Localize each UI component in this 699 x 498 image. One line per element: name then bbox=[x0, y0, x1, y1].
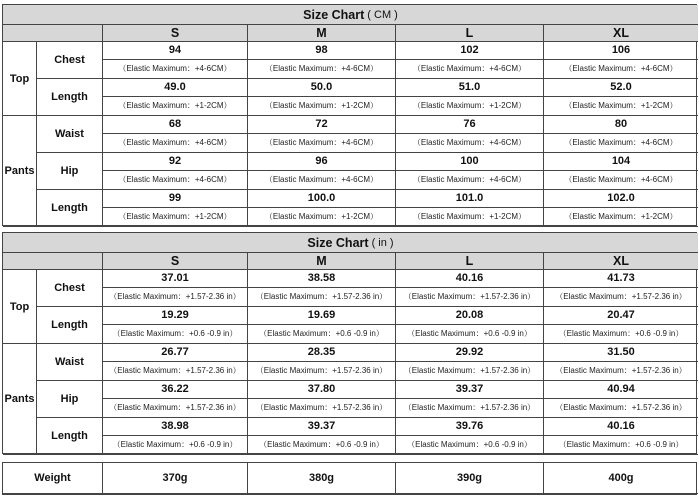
measure-value: 38.58 bbox=[248, 270, 396, 288]
measure-value: 104 bbox=[544, 153, 698, 171]
chart-unit: ( in ) bbox=[371, 236, 394, 249]
elastic-note: （Elastic Maximum：+1-2CM） bbox=[396, 97, 544, 117]
elastic-note: （Elastic Maximum：+4-6CM） bbox=[103, 60, 248, 80]
elastic-note: （Elastic Maximum：+4-6CM） bbox=[544, 134, 698, 154]
elastic-note: （Elastic Maximum：+1.57-2.36 in） bbox=[103, 288, 248, 308]
measure-value: 19.69 bbox=[248, 307, 396, 325]
measure-value: 106 bbox=[544, 42, 698, 60]
chart-unit: ( CM ) bbox=[367, 8, 398, 21]
elastic-note: （Elastic Maximum：+1-2CM） bbox=[544, 97, 698, 117]
measure-value: 100 bbox=[396, 153, 544, 171]
size-header-xl: XL bbox=[544, 25, 698, 42]
elastic-note: （Elastic Maximum：+0.6 -0.9 in） bbox=[248, 325, 396, 345]
measure-value: 100.0 bbox=[248, 190, 396, 208]
row-label-waist: Waist bbox=[37, 344, 103, 381]
measure-value: 72 bbox=[248, 116, 396, 134]
measure-value: 37.01 bbox=[103, 270, 248, 288]
measure-value: 20.47 bbox=[544, 307, 698, 325]
elastic-note: （Elastic Maximum：+1.57-2.36 in） bbox=[103, 399, 248, 419]
elastic-note: （Elastic Maximum：+0.6 -0.9 in） bbox=[396, 436, 544, 456]
elastic-note: （Elastic Maximum：+1-2CM） bbox=[396, 208, 544, 228]
group-label-pants: Pants bbox=[3, 344, 37, 455]
measure-value: 29.92 bbox=[396, 344, 544, 362]
size-header-m: M bbox=[248, 253, 396, 270]
elastic-note: （Elastic Maximum：+1-2CM） bbox=[544, 208, 698, 228]
measure-value: 39.37 bbox=[396, 381, 544, 399]
header-blank bbox=[3, 253, 103, 270]
size-header-xl: XL bbox=[544, 253, 698, 270]
row-label-waist: Waist bbox=[37, 116, 103, 153]
elastic-note: （Elastic Maximum：+1.57-2.36 in） bbox=[544, 288, 698, 308]
elastic-note: （Elastic Maximum：+1.57-2.36 in） bbox=[544, 399, 698, 419]
row-label-length: Length bbox=[37, 418, 103, 455]
measure-value: 19.29 bbox=[103, 307, 248, 325]
measure-value: 76 bbox=[396, 116, 544, 134]
chart-title bbox=[3, 5, 698, 25]
size-header-l: L bbox=[396, 253, 544, 270]
measure-value: 50.0 bbox=[248, 79, 396, 97]
chart-title bbox=[3, 233, 698, 253]
elastic-note: （Elastic Maximum：+1.57-2.36 in） bbox=[544, 362, 698, 382]
measure-value: 94 bbox=[103, 42, 248, 60]
measure-value: 92 bbox=[103, 153, 248, 171]
elastic-note: （Elastic Maximum：+1.57-2.36 in） bbox=[103, 362, 248, 382]
size-chart-table bbox=[2, 4, 697, 226]
elastic-note: （Elastic Maximum：+4-6CM） bbox=[544, 60, 698, 80]
elastic-note: （Elastic Maximum：+0.6 -0.9 in） bbox=[396, 325, 544, 345]
weight-value: 370g bbox=[103, 463, 248, 494]
measure-value: 36.22 bbox=[103, 381, 248, 399]
weight-label: Weight bbox=[3, 463, 103, 494]
weight-value: 390g bbox=[396, 463, 544, 494]
measure-value: 99 bbox=[103, 190, 248, 208]
elastic-note: （Elastic Maximum：+4-6CM） bbox=[248, 171, 396, 191]
measure-value: 102.0 bbox=[544, 190, 698, 208]
elastic-note: （Elastic Maximum：+1.57-2.36 in） bbox=[248, 399, 396, 419]
measure-value: 39.37 bbox=[248, 418, 396, 436]
elastic-note: （Elastic Maximum：+1-2CM） bbox=[103, 208, 248, 228]
measure-value: 20.08 bbox=[396, 307, 544, 325]
measure-value: 52.0 bbox=[544, 79, 698, 97]
measure-value: 28.35 bbox=[248, 344, 396, 362]
group-label-top: Top bbox=[3, 42, 37, 116]
elastic-note: （Elastic Maximum：+1.57-2.36 in） bbox=[396, 362, 544, 382]
row-label-hip: Hip bbox=[37, 153, 103, 190]
row-label-chest: Chest bbox=[37, 270, 103, 307]
row-label-hip: Hip bbox=[37, 381, 103, 418]
elastic-note: （Elastic Maximum：+1.57-2.36 in） bbox=[396, 399, 544, 419]
elastic-note: （Elastic Maximum：+1.57-2.36 in） bbox=[248, 288, 396, 308]
elastic-note: （Elastic Maximum：+4-6CM） bbox=[396, 171, 544, 191]
elastic-note: （Elastic Maximum：+0.6 -0.9 in） bbox=[103, 436, 248, 456]
size-header-l: L bbox=[396, 25, 544, 42]
measure-value: 40.16 bbox=[396, 270, 544, 288]
size-chart-table bbox=[2, 232, 697, 454]
weight-value: 400g bbox=[544, 463, 698, 494]
elastic-note: （Elastic Maximum：+0.6 -0.9 in） bbox=[103, 325, 248, 345]
group-label-top: Top bbox=[3, 270, 37, 344]
measure-value: 49.0 bbox=[103, 79, 248, 97]
measure-value: 39.76 bbox=[396, 418, 544, 436]
measure-value: 41.73 bbox=[544, 270, 698, 288]
row-label-length: Length bbox=[37, 79, 103, 116]
elastic-note: （Elastic Maximum：+4-6CM） bbox=[103, 134, 248, 154]
measure-value: 38.98 bbox=[103, 418, 248, 436]
elastic-note: （Elastic Maximum：+1.57-2.36 in） bbox=[396, 288, 544, 308]
group-label-pants: Pants bbox=[3, 116, 37, 227]
elastic-note: （Elastic Maximum：+4-6CM） bbox=[103, 171, 248, 191]
elastic-note: （Elastic Maximum：+0.6 -0.9 in） bbox=[544, 325, 698, 345]
header-blank bbox=[3, 25, 103, 42]
row-label-chest: Chest bbox=[37, 42, 103, 79]
elastic-note: （Elastic Maximum：+0.6 -0.9 in） bbox=[544, 436, 698, 456]
chart-title-text: Size Chart bbox=[307, 235, 369, 250]
measure-value: 101.0 bbox=[396, 190, 544, 208]
measure-value: 102 bbox=[396, 42, 544, 60]
elastic-note: （Elastic Maximum：+4-6CM） bbox=[248, 60, 396, 80]
elastic-note: （Elastic Maximum：+0.6 -0.9 in） bbox=[248, 436, 396, 456]
row-label-length: Length bbox=[37, 190, 103, 227]
measure-value: 96 bbox=[248, 153, 396, 171]
elastic-note: （Elastic Maximum：+4-6CM） bbox=[248, 134, 396, 154]
measure-value: 37.80 bbox=[248, 381, 396, 399]
measure-value: 51.0 bbox=[396, 79, 544, 97]
row-label-length: Length bbox=[37, 307, 103, 344]
measure-value: 68 bbox=[103, 116, 248, 134]
elastic-note: （Elastic Maximum：+4-6CM） bbox=[544, 171, 698, 191]
weight-value: 380g bbox=[248, 463, 396, 494]
elastic-note: （Elastic Maximum：+1-2CM） bbox=[103, 97, 248, 117]
measure-value: 98 bbox=[248, 42, 396, 60]
weight-table bbox=[2, 462, 697, 495]
measure-value: 31.50 bbox=[544, 344, 698, 362]
elastic-note: （Elastic Maximum：+4-6CM） bbox=[396, 60, 544, 80]
measure-value: 80 bbox=[544, 116, 698, 134]
elastic-note: （Elastic Maximum：+1.57-2.36 in） bbox=[248, 362, 396, 382]
size-header-s: S bbox=[103, 25, 248, 42]
elastic-note: （Elastic Maximum：+1-2CM） bbox=[248, 97, 396, 117]
elastic-note: （Elastic Maximum：+1-2CM） bbox=[248, 208, 396, 228]
size-header-m: M bbox=[248, 25, 396, 42]
chart-title-text: Size Chart bbox=[303, 7, 365, 22]
elastic-note: （Elastic Maximum：+4-6CM） bbox=[396, 134, 544, 154]
measure-value: 40.16 bbox=[544, 418, 698, 436]
size-header-s: S bbox=[103, 253, 248, 270]
measure-value: 26.77 bbox=[103, 344, 248, 362]
measure-value: 40.94 bbox=[544, 381, 698, 399]
